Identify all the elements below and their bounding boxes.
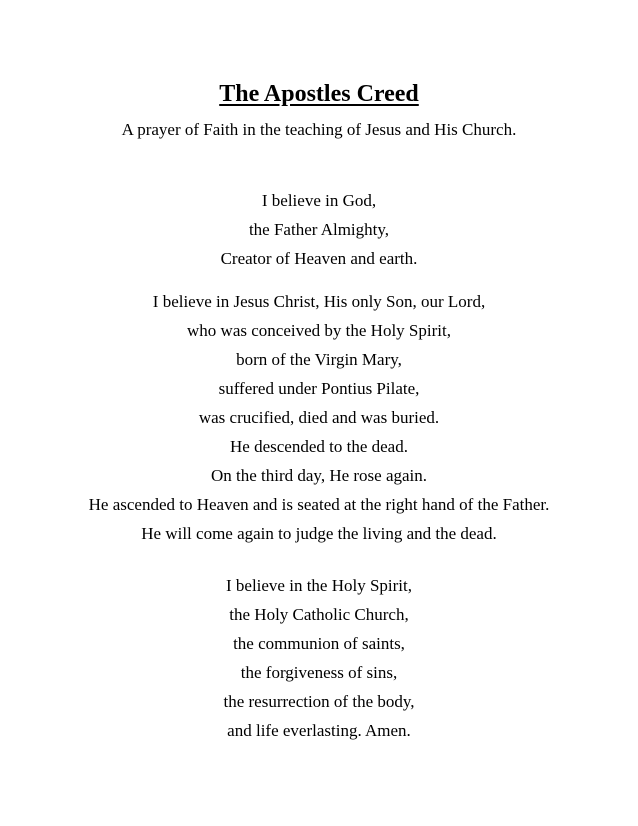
stanza-belief-in-holy-spirit xyxy=(0,571,638,745)
creed-line: Creator of Heaven and earth. xyxy=(220,249,418,268)
stanza-belief-in-god xyxy=(0,186,638,273)
creed-line: On the third day, He rose again. xyxy=(210,466,428,485)
creed-line: He descended to the dead. xyxy=(230,437,408,456)
creed-line: suffered under Pontius Pilate, xyxy=(218,379,420,398)
creed-line: I believe in the Holy Spirit, xyxy=(225,576,413,595)
creed-line: the resurrection of the body, xyxy=(223,692,415,711)
creed-line: the communion of saints, xyxy=(233,634,405,653)
document-subtitle: A prayer of Faith in the teaching of Jesus and His Church. xyxy=(121,120,517,139)
creed-line: who was conceived by the Holy Spirit, xyxy=(187,321,451,340)
creed-line: I believe in Jesus Christ, His only Son, our Lord, xyxy=(152,292,486,311)
document-title xyxy=(0,78,638,110)
creed-line: the Holy Catholic Church, xyxy=(229,605,409,624)
creed-line: the forgiveness of sins, xyxy=(240,663,398,682)
creed-line: and life everlasting. Amen. xyxy=(227,721,411,740)
creed-line: He will come again to judge the living and the dead. xyxy=(141,524,497,543)
document-title-text: The Apostles Creed xyxy=(219,81,419,107)
creed-line: He ascended to Heaven and is seated at the right hand of the Father. xyxy=(88,495,550,514)
creed-line: was crucified, died and was buried. xyxy=(198,408,440,427)
stanza-belief-in-jesus xyxy=(0,287,638,548)
creed-line: born of the Virgin Mary, xyxy=(236,350,402,369)
creed-line: the Father Almighty, xyxy=(248,220,390,239)
creed-line: I believe in God, xyxy=(261,191,377,210)
